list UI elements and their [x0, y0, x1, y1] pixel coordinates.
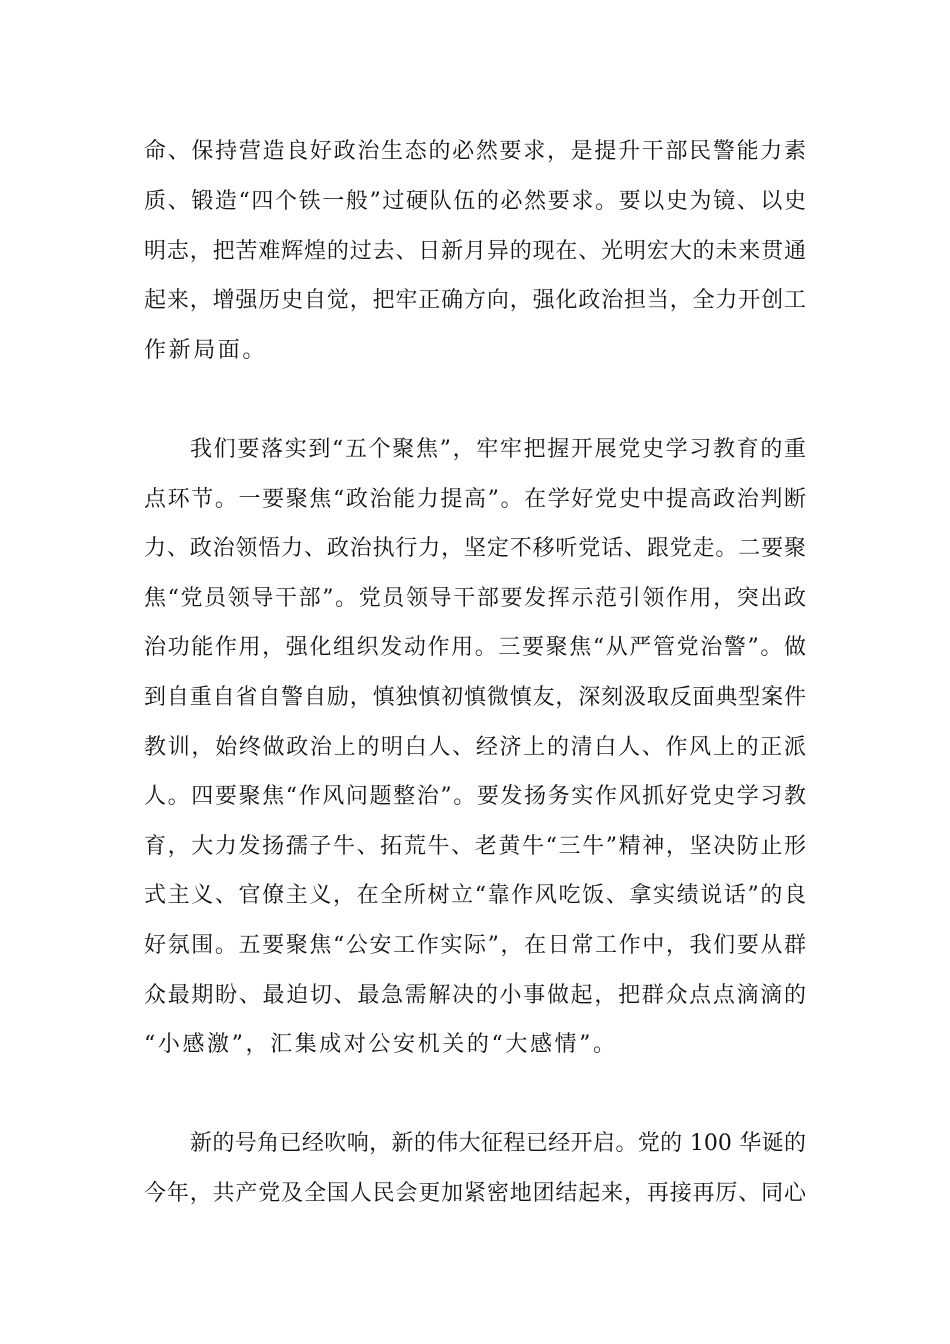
text-line: 命、保持营造良好政治生态的必然要求，是提升干部民警能力素 [144, 139, 806, 164]
text-line: “小感激”，汇集成对公安机关的“大感情”。 [144, 1032, 618, 1057]
text-line: 质、锻造“四个铁一般”过硬队伍的必然要求。要以史为镜、以史 [144, 189, 806, 214]
text-line: 好氛围。五要聚焦“公安工作实际”，在日常工作中，我们要从群 [144, 933, 806, 958]
text-line: 人。四要聚焦“作风问题整治”。要发扬务实作风抓好党史学习教 [144, 784, 806, 809]
text-line: 点环节。一要聚焦“政治能力提高”。在学好党史中提高政治判断 [144, 487, 806, 512]
text-line: 众最期盼、最迫切、最急需解决的小事做起，把群众点点滴滴的 [144, 983, 806, 1008]
text-line: 到自重自省自警自励，慎独慎初慎微慎友，深刻汲取反面典型案件 [144, 685, 806, 710]
text-line: 起来，增强历史自觉，把牢正确方向，强化政治担当，全力开创工 [144, 288, 806, 313]
text-line: 我们要落实到“五个聚焦”，牢牢把握开展党史学习教育的重 [190, 437, 806, 462]
text-line: 作新局面。 [144, 338, 268, 363]
text-line: 教训，始终做政治上的明白人、经济上的清白人、作风上的正派 [144, 735, 806, 760]
text-line: 治功能作用，强化组织发动作用。三要聚焦“从严管党治警”。做 [144, 635, 806, 660]
text-line: 新的号角已经吹响，新的伟大征程已经开启。党的 100 华诞的 [190, 1131, 806, 1156]
text-line: 式主义、官僚主义，在全所树立“靠作风吃饭、拿实绩说话”的良 [144, 883, 806, 908]
text-line: 焦“党员领导干部”。党员领导干部要发挥示范引领作用，突出政 [144, 586, 806, 611]
text-line: 明志，把苦难辉煌的过去、日新月异的现在、光明宏大的未来贯通 [144, 239, 806, 264]
text-line: 今年，共产党及全国人民会更加紧密地团结起来，再接再厉、同心 [144, 1181, 806, 1206]
text-line: 育，大力发扬孺子牛、拓荒牛、老黄牛“三牛”精神，坚决防止形 [144, 834, 806, 859]
text-line: 力、政治领悟力、政治执行力，坚定不移听党话、跟党走。二要聚 [144, 536, 806, 561]
